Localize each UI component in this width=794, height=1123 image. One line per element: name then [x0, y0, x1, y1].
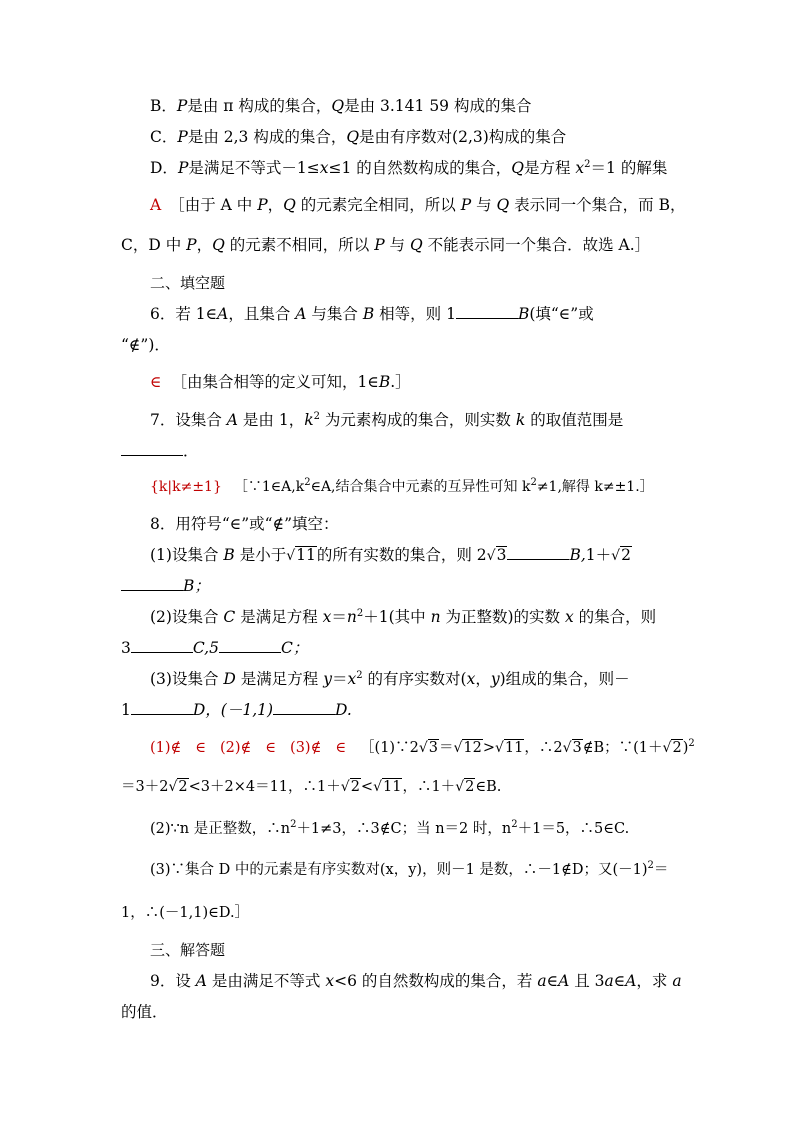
q5-answer-line2: C，D 中 P，Q 的元素不相同，所以 P 与 Q 不能表示同一个集合．故选 A.］ — [121, 236, 651, 254]
q8-answer-line3: (2)∵n 是正整数，$\therefore n^2+1\ne 3$，∴3∉C；当 n＝2 时，$n^2+1=5$，∴5∈C. — [150, 819, 630, 837]
question-8-part3-line2: 1 D，(－1,1) D. — [121, 701, 352, 719]
question-6: 6．若 1∈A，且集合 A 与集合 B 相等，则 1 B(填“∈”或 — [150, 305, 594, 323]
answer-blank[interactable] — [507, 544, 569, 560]
question-8-part2: (2)设集合 C 是满足方程 $x=n^2+1$(其中 n 为正整数)的实数 x 的集合，则 — [150, 608, 657, 626]
choice-c: C．P是由 2,3 构成的集合，Q是由有序数对(2,3)构成的集合 — [150, 128, 567, 146]
q8-answer-line5: 1，∴(－1,1)∈D.］ — [121, 905, 250, 921]
answer-blank[interactable] — [456, 303, 518, 319]
answer-blank[interactable] — [121, 575, 183, 591]
choice-b: B．P是由 π 构成的集合，Q是由 3.141 59 构成的集合 — [150, 97, 532, 115]
question-8-part2-line2: 3 C,5 C； — [121, 639, 309, 657]
q8-answer-line2: ＝3＋2√2<3＋2×4＝11，∴1＋√2<√11，∴1＋√2∈B. — [121, 779, 502, 795]
question-8-part1: (1)设集合 B 是小于√11的所有实数的集合，则 2√3 B,1＋√2 — [150, 546, 631, 564]
question-9: 9．设 A 是由满足不等式 x<6 的自然数构成的集合，若 a∈A 且 3a∈A，求 a — [150, 972, 682, 990]
question-8-title: 8．用符号“∈”或“∉”填空： — [150, 515, 339, 533]
answer-blank[interactable] — [273, 699, 335, 715]
section-title-fill-blank: 二、填空题 — [150, 274, 226, 292]
q8-answer-line4: (3)∵集合 D 中的元素是有序实数对(x，y)，则－1 是数，∴－1∉D；又$(-1)^2=$ — [150, 860, 669, 878]
answer-blank[interactable] — [219, 637, 281, 653]
answer-blank[interactable] — [121, 440, 183, 456]
question-6-line2: “∉”)． — [121, 336, 170, 354]
q5-answer-line1: A ［由于 A 中 P，Q 的元素完全相同，所以 P 与 Q 表示同一个集合，而 B， — [150, 196, 686, 214]
answer-letter: A — [150, 196, 162, 214]
answer-blank[interactable] — [131, 637, 193, 653]
question-8-part1-line2: B； — [121, 575, 210, 597]
q8-answer-line1: (1)∉ ∈ (2)∉ ∈ (3)∉ ∈ ［(1)∵2√3＝√12>√11，∴2√3∉B；$\because(1+√2)^2$ — [150, 738, 695, 756]
question-9-line2: 的值． — [121, 1003, 168, 1021]
question-7: 7．设集合 A 是由 1，$k^2$ 为元素构成的集合，则实数 k 的取值范围是 — [150, 411, 624, 429]
q7-answer: {k|k≠±1} $[\because 1\in A,k^2\in A$,结合集合中元素的互异性可知 $k^2\ne 1$,解得 k≠±1.］ — [150, 477, 654, 495]
section-title-solve: 三、解答题 — [150, 941, 226, 959]
question-7-line2: ． — [121, 440, 199, 462]
question-8-part3: (3)设集合 D 是满足方程 $y=x^2$ 的有序实数对(x，y)组成的集合，则－ — [150, 670, 630, 688]
q6-answer: ∈ ［由集合相等的定义可知，1∈B.］ — [150, 373, 411, 391]
answer-blank[interactable] — [131, 699, 193, 715]
choice-d: D．P是满足不等式－1≤x≤1 的自然数构成的集合，Q是方程 $x^2=1$ 的解集 — [150, 159, 668, 177]
